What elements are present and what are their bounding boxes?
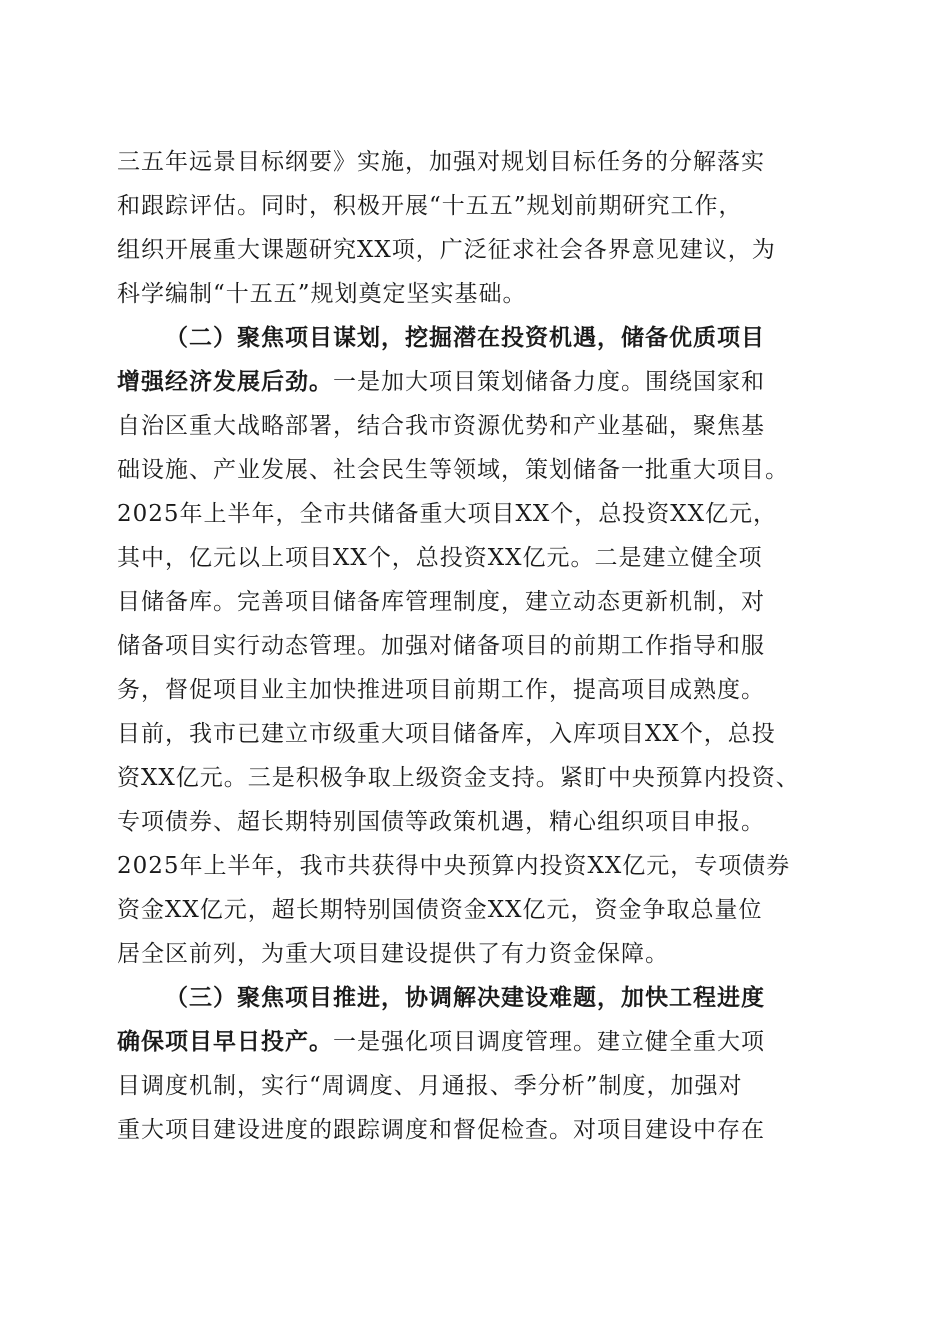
text-line: 专项债券、超长期特别国债等政策机遇，精心组织项目申报。 <box>117 809 765 835</box>
text-line: 2025年上半年，我市共获得中央预算内投资XX亿元，专项债券 <box>117 853 791 879</box>
text-line: 和跟踪评估。同时，积极开展“十五五”规划前期研究工作， <box>117 193 743 219</box>
paragraph-text: 一是强化项目调度管理。建立健全重大项 <box>333 1029 765 1055</box>
text-line <box>117 360 829 404</box>
text-line: 其中，亿元以上项目XX个，总投资XX亿元。二是建立健全项 <box>117 545 763 571</box>
paragraph-text: 一是加大项目策划储备力度。围绕国家和 <box>333 369 765 395</box>
text-line: 务，督促项目业主加快推进项目前期工作，提高项目成熟度。 <box>117 677 765 703</box>
text-line: 2025年上半年，全市共储备重大项目XX个，总投资XX亿元， <box>117 501 778 527</box>
text-line: 科学编制“十五五”规划奠定坚实基础。 <box>117 281 527 307</box>
document-body <box>117 140 829 1152</box>
text-line: 居全区前列，为重大项目建设提供了有力资金保障。 <box>117 941 669 967</box>
section-heading-tail: 确保项目早日投产。 <box>117 1028 333 1055</box>
text-line <box>117 1020 829 1064</box>
text-line: 组织开展重大课题研究XX项，广泛征求社会各界意见建议，为 <box>117 237 776 263</box>
text-line: 资XX亿元。三是积极争取上级资金支持。紧盯中央预算内投资、 <box>117 765 800 791</box>
text-line: 目调度机制，实行“周调度、月通报、季分析”制度，加强对 <box>117 1073 743 1099</box>
text-line: 目前，我市已建立市级重大项目储备库，入库项目XX个，总投 <box>117 721 776 747</box>
section-heading-line: （三）聚焦项目推进，协调解决建设难题，加快工程进度 <box>165 984 765 1011</box>
text-line: 资金XX亿元，超长期特别国债资金XX亿元，资金争取总量位 <box>117 897 763 923</box>
section-heading-tail: 增强经济发展后劲。 <box>117 368 333 395</box>
text-line: 重大项目建设进度的跟踪调度和督促检查。对项目建设中存在 <box>117 1117 765 1143</box>
section-heading-line: （二）聚焦项目谋划，挖掘潜在投资机遇，储备优质项目 <box>165 324 765 351</box>
text-line: 三五年远景目标纲要》实施，加强对规划目标任务的分解落实 <box>117 149 765 175</box>
text-line: 储备项目实行动态管理。加强对储备项目的前期工作指导和服 <box>117 633 765 659</box>
text-line: 自治区重大战略部署，结合我市资源优势和产业基础，聚焦基 <box>117 413 765 439</box>
text-line: 目储备库。完善项目储备库管理制度，建立动态更新机制，对 <box>117 589 765 615</box>
text-line: 础设施、产业发展、社会民生等领域，策划储备一批重大项目。 <box>117 457 789 483</box>
